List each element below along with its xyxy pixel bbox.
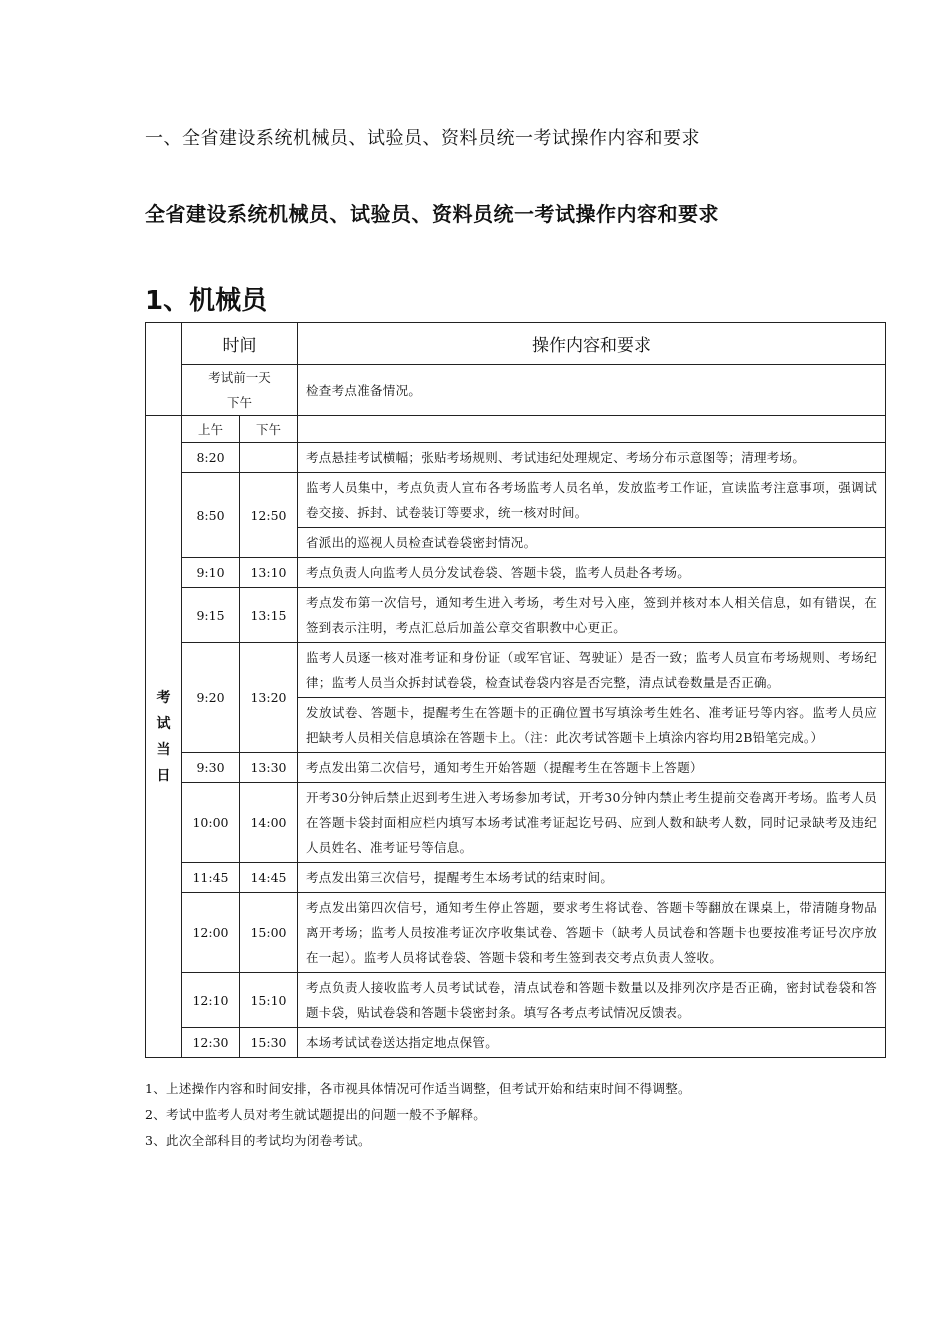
time-pm: [240, 443, 298, 473]
pre-day-time: [182, 365, 298, 416]
time-pm: 13:20: [240, 643, 298, 753]
row-content: 监考人员集中，考点负责人宣布各考场监考人员名单，发放监考工作证，宣读监考注意事项，强调试卷交接、拆封、试卷装订等要求，统一核对时间。: [298, 473, 886, 528]
exam-day-char: 日: [156, 767, 171, 784]
time-am: 12:10: [182, 973, 240, 1028]
document-title: 全省建设系统机械员、试验员、资料员统一考试操作内容和要求: [145, 202, 719, 226]
row-content: 省派出的巡视人员检查试卷袋密封情况。: [298, 528, 886, 558]
time-pm: 13:15: [240, 588, 298, 643]
row-content: 考点发布第一次信号，通知考生进入考场，考生对号入座，签到并核对本人相关信息，如有错误，在签到表示注明，考点汇总后加盖公章交省职教中心更正。: [298, 588, 886, 643]
time-pm: 12:50: [240, 473, 298, 558]
table-row: [146, 1028, 886, 1058]
row-content: 开考30分钟后禁止迟到考生进入考场参加考试，开考30分钟内禁止考生提前交卷离开考场。监考人员在答题卡袋封面相应栏内填写本场考试准考证起讫号码、应到人数和缺考人数，同时记录缺考及违纪人员姓名、准考证号等信息。: [298, 783, 886, 863]
time-pm: 15:30: [240, 1028, 298, 1058]
time-am: 11:45: [182, 863, 240, 893]
row-content: 考点负责人接收监考人员考试试卷，清点试卷和答题卡数量以及排列次序是否正确，密封试卷袋和答题卡袋，贴试卷袋和答题卡袋密封条。填写各考点考试情况反馈表。: [298, 973, 886, 1028]
note-item: 2、考试中监考人员对考生就试题提出的问题一般不予解释。: [145, 1107, 487, 1122]
table-row: [146, 753, 886, 783]
col-pm-label: 下午: [240, 416, 298, 443]
header-operations: 操作内容和要求: [298, 323, 886, 365]
table-row: [146, 783, 886, 863]
row-content: 考点发出第二次信号，通知考生开始答题（提醒考生在答题卡上答题）: [298, 753, 886, 783]
table-row: [146, 643, 886, 698]
row-content: 考点负责人向监考人员分发试卷袋、答题卡袋，监考人员赴各考场。: [298, 558, 886, 588]
time-pm: 14:00: [240, 783, 298, 863]
ampm-header-row: [146, 416, 886, 443]
exam-day-char: 考: [156, 689, 171, 706]
table-row: [146, 893, 886, 973]
time-pm: 13:30: [240, 753, 298, 783]
time-am: 10:00: [182, 783, 240, 863]
row-content: 考点发出第三次信号，提醒考生本场考试的结束时间。: [298, 863, 886, 893]
time-am: 8:20: [182, 443, 240, 473]
col-am-label: 上午: [182, 416, 240, 443]
heading-line: 一、全省建设系统机械员、试验员、资料员统一考试操作内容和要求: [145, 128, 700, 149]
row-content: 监考人员逐一核对准考证和身份证（或军官证、驾驶证）是否一致；监考人员宣布考场规则、考场纪律；监考人员当众拆封试卷袋，检查试卷袋内容是否完整，清点试卷数量是否正确。: [298, 643, 886, 698]
notes-block: [145, 1076, 691, 1154]
time-am: 8:50: [182, 473, 240, 558]
time-am: 9:20: [182, 643, 240, 753]
time-pm: 15:00: [240, 893, 298, 973]
time-am: 12:00: [182, 893, 240, 973]
note-item: 1、上述操作内容和时间安排，各市视具体情况可作适当调整，但考试开始和结束时间不得调整。: [145, 1081, 691, 1096]
table-row: [146, 588, 886, 643]
header-time: 时间: [182, 323, 298, 365]
pre-day-row: [146, 365, 886, 416]
time-am: 9:10: [182, 558, 240, 588]
table-row: [146, 973, 886, 1028]
corner-cell: [146, 323, 182, 416]
time-pm: 13:10: [240, 558, 298, 588]
schedule-table: [145, 322, 886, 1058]
table-row: [146, 473, 886, 528]
exam-day-char: 当: [156, 741, 171, 758]
empty-cell: [298, 416, 886, 443]
table-row: [146, 443, 886, 473]
time-am: 12:30: [182, 1028, 240, 1058]
table-row: [146, 863, 886, 893]
table-row: [146, 558, 886, 588]
table-header-row: [146, 323, 886, 365]
row-content: 本场考试试卷送达指定地点保管。: [298, 1028, 886, 1058]
row-content: 考点悬挂考试横幅；张贴考场规则、考试违纪处理规定、考场分布示意图等；清理考场。: [298, 443, 886, 473]
exam-day-char: 试: [156, 715, 171, 732]
exam-day-label: [146, 416, 182, 1058]
time-pm: 14:45: [240, 863, 298, 893]
section-heading: 1、机械员: [145, 286, 268, 316]
time-am: 9:30: [182, 753, 240, 783]
pre-day-line1: 考试前一天: [208, 370, 271, 385]
row-content: 考点发出第四次信号，通知考生停止答题，要求考生将试卷、答题卡等翻放在课桌上，带清随身物品离开考场；监考人员按准考证次序收集试卷、答题卡（缺考人员试卷和答题卡也要按准考证号次序放在一起）。监考人员将试卷袋、答题卡袋和考生签到表交考点负责人签收。: [298, 893, 886, 973]
time-pm: 15:10: [240, 973, 298, 1028]
note-item: 3、此次全部科目的考试均为闭卷考试。: [145, 1133, 371, 1148]
pre-day-content: 检查考点准备情况。: [298, 365, 886, 416]
pre-day-line2: 下午: [226, 395, 252, 410]
row-content: 发放试卷、答题卡，提醒考生在答题卡的正确位置书写填涂考生姓名、准考证号等内容。监考人员应把缺考人员相关信息填涂在答题卡上。（注：此次考试答题卡上填涂内容均用2B铅笔完成。）: [298, 698, 886, 753]
time-am: 9:15: [182, 588, 240, 643]
